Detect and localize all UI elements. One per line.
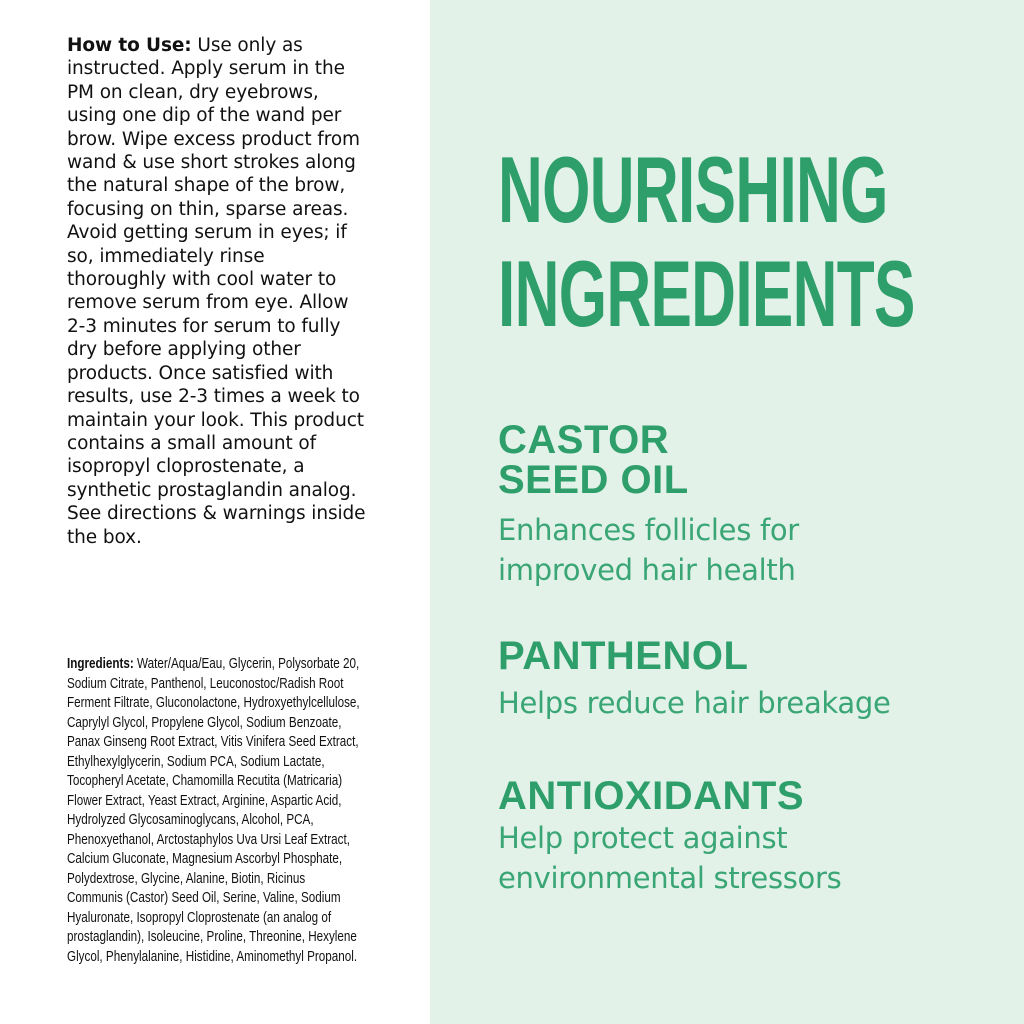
ingredients-label: Ingredients: — [67, 656, 134, 672]
benefit-title-line-1: CASTOR — [498, 418, 670, 462]
benefit-description-line-2: improved hair health — [498, 553, 796, 587]
benefit-description-line-1: Enhances follicles for — [498, 513, 799, 547]
benefit-title — [498, 420, 799, 500]
ingredients-text — [67, 655, 363, 967]
headline-line-1: NOURISHING — [498, 137, 888, 242]
benefit-description — [498, 510, 799, 590]
how-to-use-text — [67, 34, 367, 549]
benefit-description — [498, 818, 841, 898]
directions-panel — [0, 0, 430, 1024]
benefit-title: PANTHENOL — [498, 634, 749, 678]
benefit-description-line-1: Help protect against — [498, 821, 788, 855]
benefit-description: Helps reduce hair breakage — [498, 686, 891, 720]
how-to-use-body: Use only as instructed. Apply serum in the PM on clean, dry eyebrows, using one dip of the wand per brow. Wipe excess product from wand & use short strokes along the natural shape of the brow, focusing on thin, sparse areas. Avoid getting serum in eyes; if so, immediately rinse thoroughly with cool water to remove serum from eye. Allow 2-3 minutes for serum to fully dry before applying other products. Once satisfied with results, use 2-3 times a week to maintain your look. This product contains a small amount of isopropyl cloprostenate, a synthetic prostaglandin analog. See directions & warnings inside the box. — [67, 35, 366, 548]
headline — [498, 138, 915, 346]
how-to-use-label: How to Use: — [67, 35, 192, 56]
benefit-title-line-2: SEED OIL — [498, 458, 689, 502]
benefit-antioxidants — [498, 776, 841, 898]
benefit-description-line-2: environmental stressors — [498, 861, 842, 895]
benefit-panthenol — [498, 636, 891, 723]
headline-line-2: INGREDIENTS — [498, 241, 915, 346]
benefit-title: ANTIOXIDANTS — [498, 774, 804, 818]
ingredients-body: Water/Aqua/Eau, Glycerin, Polysorbate 20, Sodium Citrate, Panthenol, Leuconostoc/Radish Root Ferment Filtrate, Gluconolactone, Hydroxyethylcellulose, Caprylyl Glycol, Propylene Glycol, Sodium Benzoate, Panax Ginseng Root Extract, Vitis Vinifera Seed Extract, Ethylhexylglycerin, Sodium PCA, Sodium Lactate, Tocopheryl Acetate, Chamomilla Recutita (Matricaria) Flower Extract, Yeast Extract, Arginine, Aspartic Acid, Hydrolyzed Glycosaminoglycans, Alcohol, PCA, Phenoxyethanol, Arctostaphylos Uva Ursi Leaf Extract, Calcium Gluconate, Magnesium Ascorbyl Phosphate, Polydextrose, Glycine, Alanine, Biotin, Ricinus Communis (Castor) Seed Oil, Serine, Valine, Sodium Hyaluronate, Isopropyl Cloprostenate (an analog of prostaglandin), Isoleucine, Proline, Threonine, Hexylene Glycol, Phenylalanine, Histidine, Aminomethyl Propanol. — [67, 656, 360, 965]
benefit-castor-seed-oil — [498, 420, 799, 590]
